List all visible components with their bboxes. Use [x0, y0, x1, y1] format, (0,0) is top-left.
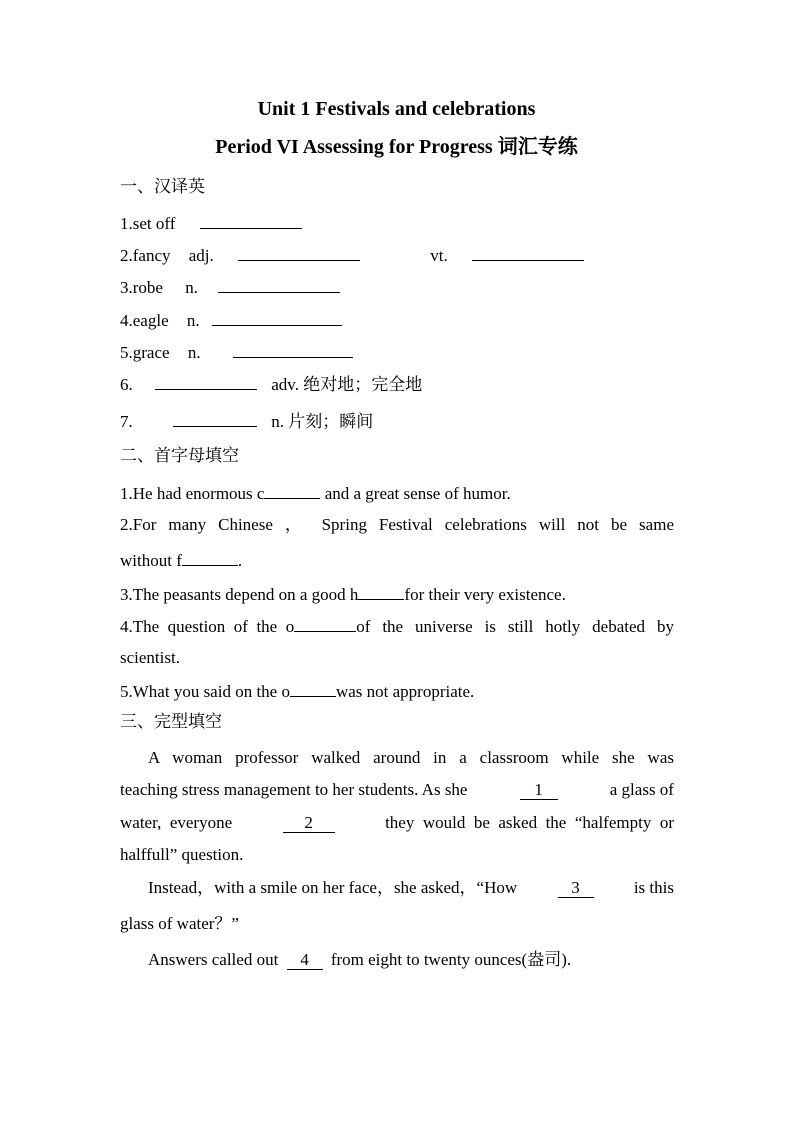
vocab-item-3-pos: n. [185, 278, 198, 297]
cloze-blank-3[interactable]: 3 [558, 879, 594, 898]
fill-blank-3[interactable] [358, 583, 404, 600]
fill-sentence-2-line2 [120, 549, 674, 571]
fill-sentence-3 [120, 583, 674, 605]
fill-blank-1[interactable] [264, 482, 320, 499]
cloze-p3-line1 [120, 950, 674, 970]
cloze-blank-4[interactable]: 4 [287, 951, 323, 970]
fill-sentence-5 [120, 680, 674, 702]
vocab-item-2 [120, 244, 674, 266]
cloze-p1-line3 [120, 813, 674, 833]
vocab-item-6-meaning: adv. 绝对地；完全地 [271, 375, 423, 394]
vocab-item-1-label: 1.set off [120, 214, 176, 233]
vocab-item-4-label: 4.eagle [120, 311, 169, 330]
page-title: Unit 1 Festivals and celebrations [257, 98, 536, 120]
vocab-item-4 [120, 309, 674, 331]
cloze-p1-text-c2: they would be asked the “halfempty or [385, 813, 674, 832]
cloze-p1-text-b2: a glass of [609, 780, 674, 799]
vocab-item-2-label: 2.fancy [120, 246, 171, 265]
section1-heading: 一、汉译英 [120, 177, 205, 196]
answer-blank-5[interactable] [233, 341, 353, 358]
vocab-item-7-meaning: n. 片刻；瞬间 [271, 412, 374, 431]
cloze-blank-1[interactable]: 1 [520, 781, 558, 800]
vocab-item-4-pos: n. [186, 311, 200, 330]
fill-sentence-1-text-b: and a great sense of humor. [320, 484, 511, 503]
vocab-item-6-label: 6. [120, 375, 133, 394]
fill-sentence-1 [120, 482, 674, 504]
fill-sentence-4-text-b: of the universe is still hotly debated by [356, 617, 674, 636]
vocab-item-2-pos2: vt. [430, 246, 448, 265]
cloze-p1-line2 [120, 780, 674, 800]
fill-blank-5[interactable] [290, 680, 336, 697]
fill-sentence-2-text-c: . [237, 551, 243, 570]
cloze-p1-line1: A woman professor walked around in a classroom while she was [148, 748, 674, 767]
fill-sentence-2-line1: 2.For many Chinese ， Spring Festival celebrations will not be same [120, 515, 674, 534]
answer-blank-6[interactable] [155, 373, 257, 390]
fill-sentence-4-line2: scientist. [120, 648, 180, 667]
vocab-item-6 [120, 373, 674, 395]
cloze-p1-text-c1: water, everyone [120, 813, 233, 832]
answer-blank-2a[interactable] [238, 244, 360, 261]
vocab-item-5-label: 5.grace [120, 343, 170, 362]
vocab-item-1 [120, 212, 674, 234]
fill-sentence-5-text-b: was not appropriate. [335, 682, 475, 701]
answer-blank-2b[interactable] [472, 244, 584, 261]
vocab-item-7 [120, 410, 674, 432]
vocab-item-5-pos: n. [187, 343, 201, 362]
fill-sentence-4-line1 [120, 615, 674, 637]
vocab-item-3-label: 3.robe [120, 278, 163, 297]
fill-sentence-5-text-a: 5.What you said on the o [120, 682, 290, 701]
fill-sentence-4-text-a: 4.The question of the o [120, 617, 295, 636]
vocab-item-2-pos: adj. [188, 246, 214, 265]
cloze-blank-2[interactable]: 2 [283, 814, 335, 833]
section2-heading: 二、首字母填空 [120, 446, 239, 465]
fill-sentence-3-text-b: for their very existence. [404, 585, 566, 604]
cloze-p3-text-a1: Answers called out [148, 950, 279, 969]
cloze-p2-text-a2: is this [633, 878, 674, 897]
vocab-item-7-label: 7. [120, 412, 133, 431]
page-subtitle: Period VI Assessing for Progress 词汇专练 [215, 136, 578, 158]
vocab-item-5 [120, 341, 674, 363]
fill-blank-4[interactable] [294, 615, 356, 632]
section3-heading: 三、完型填空 [120, 712, 222, 731]
fill-blank-2[interactable] [182, 549, 238, 566]
cloze-p1-line4: halffull” question. [120, 845, 244, 864]
fill-sentence-3-text-a: 3.The peasants depend on a good h [120, 585, 359, 604]
answer-blank-3[interactable] [218, 276, 340, 293]
cloze-p2-line1 [120, 878, 674, 898]
vocab-item-3 [120, 276, 674, 298]
cloze-p3-text-a2: from eight to twenty ounces(盎司). [330, 950, 572, 969]
answer-blank-7[interactable] [173, 410, 257, 427]
cloze-p1-text-b1: teaching stress management to her students. As she [120, 780, 468, 799]
cloze-p2-text-a1: Instead，with a smile on her face，she asked，“How [148, 878, 518, 897]
answer-blank-1[interactable] [200, 212, 302, 229]
fill-sentence-1-text-a: 1.He had enormous c [120, 484, 265, 503]
fill-sentence-2-text-b: without f [120, 551, 182, 570]
answer-blank-4[interactable] [212, 309, 342, 326]
cloze-p2-line2: glass of water？” [120, 914, 239, 933]
